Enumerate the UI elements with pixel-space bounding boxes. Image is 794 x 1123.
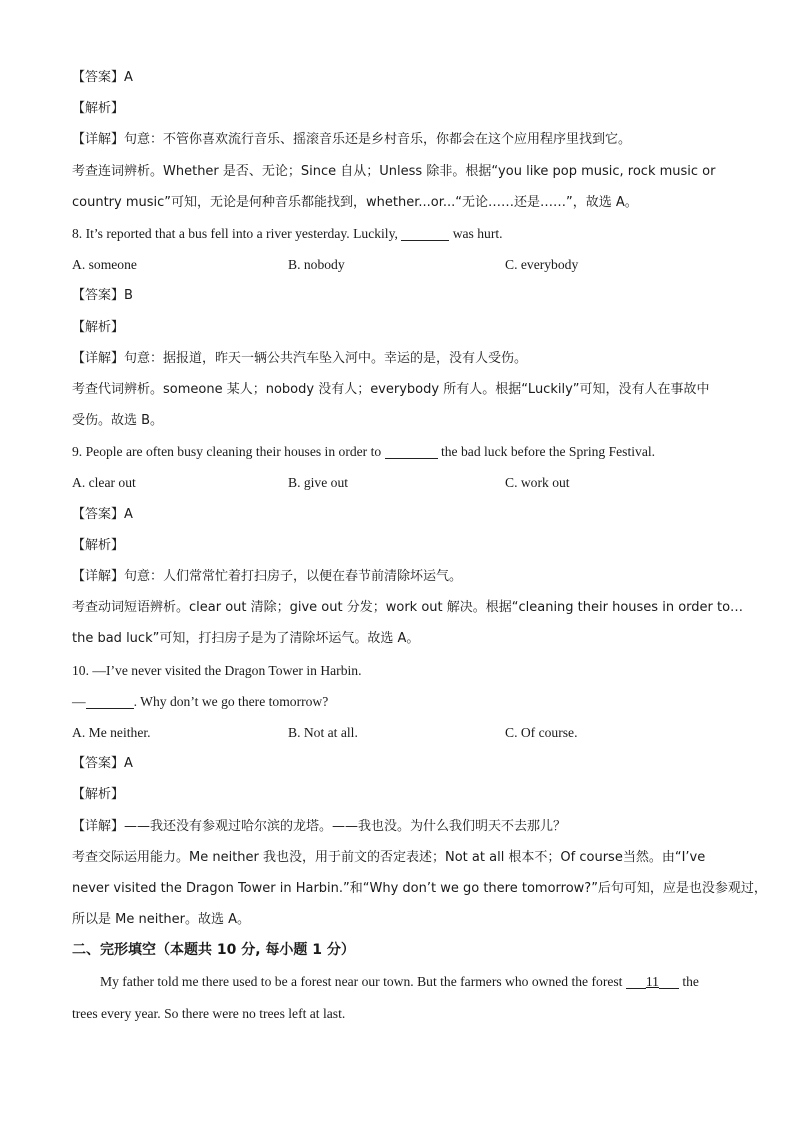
detail-q7: 【详解】句意：不管你喜欢流行音乐、摇滚音乐还是乡村音乐，你都会在这个应用程序里找到它。 bbox=[72, 132, 632, 148]
cloze-text-pre: My father told me there used to be a forest near our town. But the farmers who owned the forest bbox=[100, 974, 623, 990]
detail-q10: 【详解】——我还没有参观过哈尔滨的龙塔。——我也没。为什么我们明天不去那儿？ bbox=[72, 818, 567, 834]
question-10-stem-post: . Why don’t we go there tomorrow? bbox=[133, 693, 329, 709]
explanation-q9-line2: the bad luck”可知，打扫房子是为了清除坏运气。故选 A。 bbox=[72, 631, 420, 647]
detail-q9: 【详解】句意：人们常常忙着打扫房子，以便在春节前清除坏运气。 bbox=[72, 569, 463, 584]
analysis-label-q7: 【解析】 bbox=[72, 101, 125, 117]
answer-q7: 【答案】A bbox=[72, 70, 133, 85]
question-8-options bbox=[72, 249, 732, 280]
question-8-stem bbox=[72, 218, 732, 249]
question-10-option-a: A. Me neither. bbox=[72, 724, 151, 740]
explanation-q10-line3: 所以是 Me neither。故选 A。 bbox=[72, 912, 251, 928]
cloze-blank-number: 11 bbox=[645, 974, 659, 990]
question-9-option-b: B. give out bbox=[288, 475, 349, 491]
analysis-label-q10: 【解析】 bbox=[72, 787, 125, 803]
answer-q9: 【答案】A bbox=[72, 506, 133, 522]
answer-q8: 【答案】B bbox=[72, 288, 133, 304]
section-heading-cloze: 二、完形填空（本题共 10 分, 每小题 1 分） bbox=[72, 942, 355, 959]
question-8-stem-pre: 8. It’s reported that a bus fell into a river yesterday. Luckily, bbox=[72, 225, 398, 241]
cloze-paragraph-line2: trees every year. So there were no trees left at last. bbox=[72, 1005, 346, 1021]
question-8-blank bbox=[401, 226, 449, 241]
question-9-blank bbox=[385, 444, 438, 459]
question-10-options bbox=[72, 717, 732, 748]
analysis-label-q9: 【解析】 bbox=[72, 537, 125, 553]
question-8-option-c: C. everybody bbox=[505, 257, 579, 273]
cloze-text-post: the bbox=[682, 974, 699, 990]
question-9-stem-post: the bad luck before the Spring Festival. bbox=[440, 444, 656, 460]
explanation-q10-line1: 考查交际运用能力。Me neither 我也没，用于前文的否定表述；Not at all 根本不；Of course当然。由“I’ve bbox=[72, 849, 706, 865]
explanation-q10-line2: never visited the Dragon Tower in Harbin.”和“Why don’t we go there tomorrow?”后句可知，应是也没参观过， bbox=[72, 880, 767, 896]
question-10-dash: — bbox=[72, 693, 86, 709]
question-10-option-c: C. Of course. bbox=[505, 724, 578, 740]
question-8-option-b: B. nobody bbox=[288, 257, 345, 273]
question-10-stem-line1: 10. —I’ve never visited the Dragon Tower in Harbin. bbox=[72, 662, 362, 678]
question-9-option-c: C. work out bbox=[505, 475, 570, 491]
explanation-q9-line1: 考查动词短语辨析。clear out 清除；give out 分发；work out 解决。根据“cleaning their houses in order to… bbox=[72, 600, 744, 616]
question-9-stem bbox=[72, 436, 732, 467]
question-10-stem-line2 bbox=[72, 686, 732, 717]
explanation-q7-line1: 考查连词辨析。Whether 是否、无论；Since 自从；Unless 除非。根据“you like pop music, rock music or bbox=[72, 163, 716, 179]
explanation-q8-line2: 受伤。故选 B。 bbox=[72, 413, 164, 429]
question-9-stem-pre: 9. People are often busy cleaning their houses in order to bbox=[72, 444, 382, 460]
document-page bbox=[72, 62, 767, 1029]
question-8-option-a: A. someone bbox=[72, 257, 137, 273]
cloze-blank-right bbox=[659, 974, 679, 989]
explanation-q7-line2: country music”可知，无论是何种音乐都能找到，whether...or...“无论……还是……”，故选 A。 bbox=[72, 194, 638, 210]
question-9-option-a: A. clear out bbox=[72, 475, 136, 491]
detail-q8: 【详解】句意：据报道，昨天一辆公共汽车坠入河中。幸运的是，没有人受伤。 bbox=[72, 350, 528, 366]
explanation-q8-line1: 考查代词辨析。someone 某人；nobody 没有人；everybody 所有人。根据“Luckily”可知，没有人在事故中 bbox=[72, 381, 710, 397]
analysis-label-q8: 【解析】 bbox=[72, 319, 125, 335]
cloze-blank-left bbox=[626, 974, 646, 989]
answer-q10: 【答案】A bbox=[72, 756, 133, 772]
question-10-blank bbox=[86, 694, 134, 709]
question-10-option-b: B. Not at all. bbox=[288, 724, 358, 740]
question-8-stem-post: was hurt. bbox=[452, 225, 503, 241]
question-9-options bbox=[72, 467, 732, 498]
cloze-paragraph-line1 bbox=[72, 966, 732, 997]
